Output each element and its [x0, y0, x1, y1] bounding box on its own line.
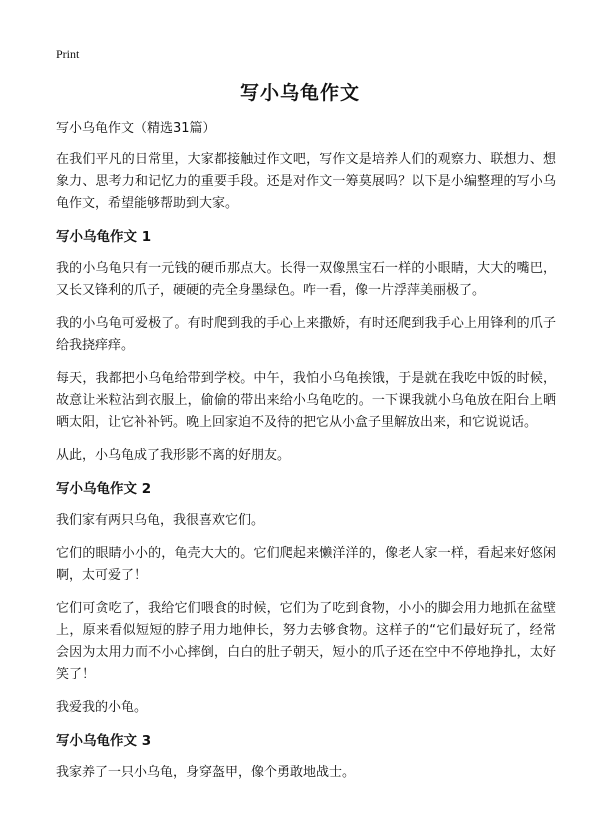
section-1-paragraph-1: 我的小乌龟只有一元钱的硬币那点大。长得一双像黑宝石一样的小眼睛，大大的嘴巴，又长又锋利的爪子，硬硬的壳全身墨绿色。咋一看，像一片浮萍美丽极了。: [56, 261, 556, 298]
section-1-paragraph-4: 从此，小乌龟成了我形影不离的好朋友。: [56, 448, 291, 463]
article-body: [56, 118, 556, 795]
section-heading-2: 写小乌龟作文 2: [56, 481, 152, 497]
section-heading-1: 写小乌龟作文 1: [56, 229, 152, 245]
section-2-paragraph-4: 我爱我的小龟。: [56, 700, 148, 715]
section-1-paragraph-2: 我的小乌龟可爱极了。有时爬到我的手心上来撒娇，有时还爬到我手心上用锋利的爪子给我挠痒痒。: [56, 316, 556, 353]
section-3-paragraph-1: 我家养了一只小乌龟，身穿盔甲，像个勇敢地战士。: [56, 765, 356, 780]
print-link[interactable]: Print: [56, 47, 80, 61]
intro-paragraph: 在我们平凡的日常里，大家都接触过作文吧，写作文是培养人们的观察力、联想力、想象力、思考力和记忆力的重要手段。还是对作文一筹莫展吗？以下是小编整理的写小乌龟作文，希望能够帮助到大家。: [56, 152, 556, 211]
section-2-paragraph-3: 它们可贪吃了，我给它们喂食的时候，它们为了吃到食物，小小的脚会用力地抓在盆壁上，原来看似短短的脖子用力地伸长，努力去够食物。这样子的“它们最好玩了，经常会因为太用力而不小心摔倒，白白的肚子朝天，短小的爪子还在空中不停地挣扎，太好笑了！: [56, 601, 556, 682]
article-subtitle: 写小乌龟作文（精选31篇）: [56, 121, 216, 136]
section-1-paragraph-3: 每天，我都把小乌龟给带到学校。中午，我怕小乌龟挨饿，于是就在我吃中饭的时候，故意让米粒沾到衣服上，偷偷的带出来给小乌龟吃的。一下课我就小乌龟放在阳台上晒晒太阳，让它补补钙。晚上回家迫不及待的把它从小盒子里解放出来，和它说说话。: [56, 371, 556, 430]
section-2-paragraph-2: 它们的眼睛小小的，龟壳大大的。它们爬起来懒洋洋的，像老人家一样，看起来好悠闲啊，太可爱了！: [56, 546, 556, 583]
page-title: 写小乌龟作文: [239, 82, 360, 104]
section-2-paragraph-1: 我们家有两只乌龟，我很喜欢它们。: [56, 513, 265, 528]
section-heading-3: 写小乌龟作文 3: [56, 733, 152, 749]
